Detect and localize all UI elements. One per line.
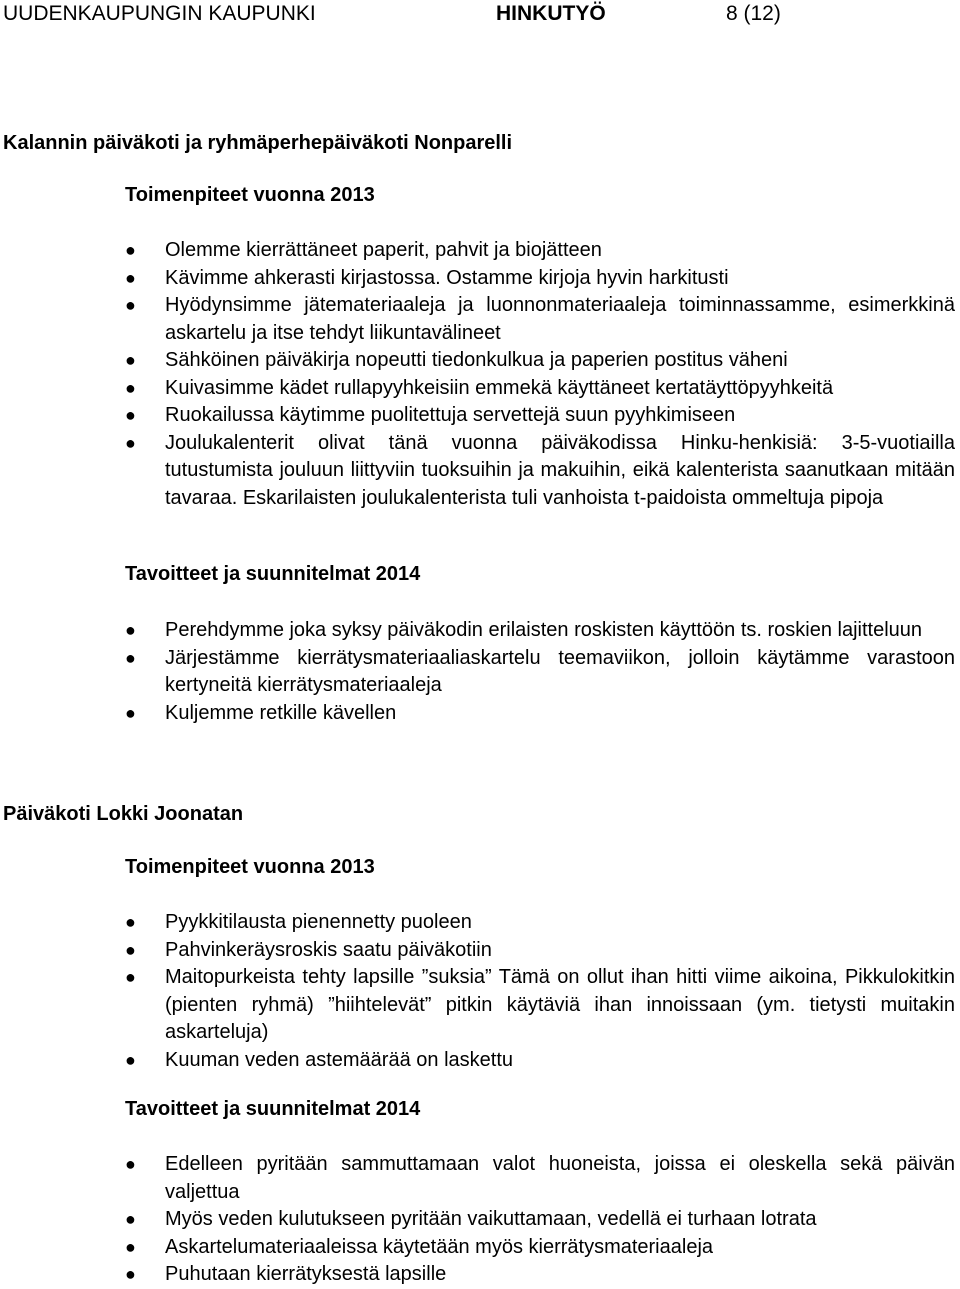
bullet-icon: ● bbox=[125, 702, 136, 723]
list-item: ● Kuivasimme kädet rullapyyhkeisiin emmekä käyttäneet kertatäyttöpyyhkeitä bbox=[165, 375, 955, 403]
bullet-icon: ● bbox=[125, 350, 136, 370]
goals-heading: Tavoitteet ja suunnitelmat 2014 bbox=[125, 563, 421, 585]
list-item: ● Perehdymme joka syksy päiväkodin erilaisten roskisten käyttöön ts. roskien lajitteluun bbox=[165, 617, 955, 645]
list-item: ● Myös veden kulutukseen pyritään vaikuttamaan, vedellä ei turhaan lotrata bbox=[165, 1206, 955, 1234]
bullet-icon: ● bbox=[125, 967, 136, 987]
bullet-icon: ● bbox=[125, 267, 136, 288]
header-title: HINKUTYÖ bbox=[496, 2, 606, 25]
measures-list bbox=[125, 909, 955, 1074]
bullet-icon: ● bbox=[125, 405, 136, 425]
bullet-icon: ● bbox=[125, 1049, 136, 1070]
list-item: ● Olemme kierrättäneet paperit, pahvit ja biojätteen bbox=[165, 237, 955, 265]
section-title: Kalannin päiväkoti ja ryhmäperhepäiväkoti Nonparelli bbox=[3, 132, 513, 154]
bullet-icon: ● bbox=[125, 432, 136, 453]
list-item: ● Pyykkitilausta pienennetty puoleen bbox=[165, 909, 955, 937]
list-item: ● Pahvinkeräysroskis saatu päiväkotiin bbox=[165, 937, 955, 965]
list-item: ● Joulukalenterit olivat tänä vuonna päiväkodissa Hinku-henkisiä: 3-5-vuotiailla tutustumista jouluun liittyviin tuoksuihin ja makuihin, eikä kalenterista saanutkaan mitään tavaraa. Eskarilaisten joulukalenterista tuli vanhoista t-paidoista ommeltuja pipoja bbox=[125, 431, 955, 509]
list-item: ● Ruokailussa käytimme puolitettuja servettejä suun pyyhkimiseen bbox=[165, 402, 955, 430]
bullet-icon: ● bbox=[125, 1236, 136, 1257]
list-item: ● Järjestämme kierrätysmateriaaliaskartelu teemaviikon, jolloin käytämme varastoon kertyneitä kierrätysmateriaaleja bbox=[125, 646, 955, 696]
list-item: ● Sähköinen päiväkirja nopeutti tiedonkulkua ja paperien postitus väheni bbox=[165, 347, 955, 375]
bullet-icon: ● bbox=[125, 377, 136, 398]
list-item: ● Kävimme ahkerasti kirjastossa. Ostamme kirjoja hyvin harkitusti bbox=[165, 265, 955, 293]
list-item: ● Kuuman veden astemäärää on laskettu bbox=[165, 1047, 955, 1075]
bullet-icon: ● bbox=[125, 295, 136, 315]
bullet-icon: ● bbox=[125, 240, 136, 260]
list-item: ● Hyödynsimme jätemateriaaleja ja luonnonmateriaaleja toiminnassamme, esimerkkinä askartelu ja itse tehdyt liikuntavälineet bbox=[125, 294, 955, 344]
list-item: ● Maitopurkeista tehty lapsille ”suksia” Tämä on ollut ihan hitti viime aikoina, Pikkulokitkin (pienten ryhmä) ”hiihtelevät” pitkin käytäviä ihan innoissaan (ym. tietysti muitakin askarteluja) bbox=[125, 966, 955, 1043]
measures-heading: Toimenpiteet vuonna 2013 bbox=[125, 184, 375, 206]
list-item: ● Kuljemme retkille kävellen bbox=[165, 700, 955, 728]
bullet-icon: ● bbox=[125, 1154, 136, 1174]
bullet-icon: ● bbox=[125, 912, 136, 932]
section-title: Päiväkoti Lokki Joonatan bbox=[3, 803, 244, 825]
list-item: ● Edelleen pyritään sammuttamaan valot huoneista, joissa ei oleskella sekä päivän valjettua bbox=[125, 1153, 955, 1203]
page-header bbox=[0, 0, 960, 30]
bullet-icon: ● bbox=[125, 939, 136, 960]
header-page-number: 8 (12) bbox=[726, 2, 781, 25]
goals-list bbox=[125, 1151, 955, 1289]
list-item: ● Askartelumateriaaleissa käytetään myös kierrätysmateriaaleja bbox=[165, 1234, 955, 1262]
measures-heading: Toimenpiteet vuonna 2013 bbox=[125, 856, 375, 878]
measures-list bbox=[125, 237, 955, 512]
header-org: UUDENKAUPUNGIN KAUPUNKI bbox=[3, 2, 316, 25]
bullet-icon: ● bbox=[125, 1209, 136, 1229]
bullet-icon: ● bbox=[125, 620, 136, 640]
bullet-icon: ● bbox=[125, 1264, 136, 1284]
list-item: ● Puhutaan kierrätyksestä lapsille bbox=[165, 1261, 955, 1289]
bullet-icon: ● bbox=[125, 647, 136, 668]
goals-list bbox=[125, 617, 955, 727]
goals-heading: Tavoitteet ja suunnitelmat 2014 bbox=[125, 1098, 421, 1120]
